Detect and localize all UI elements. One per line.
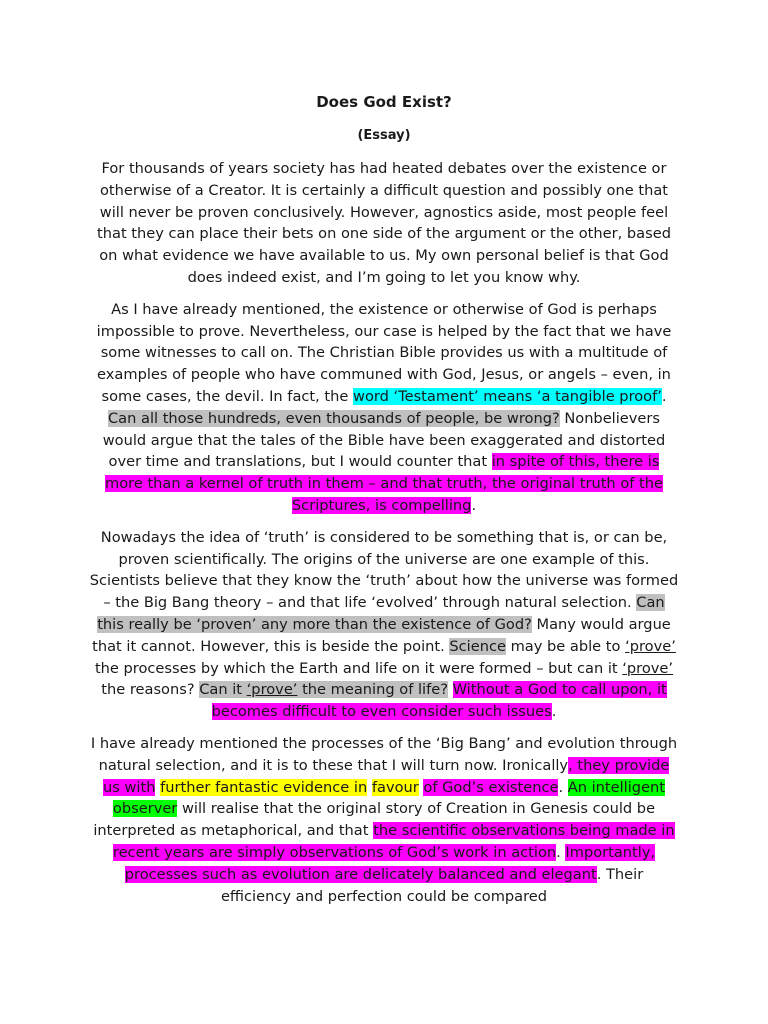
paragraph-2 [88,299,680,517]
paragraph-4-text: will realise that the original story of Creation in Genesis could be interpreted as metaphorical, and that [93,800,656,840]
paragraph-3-text [448,681,453,698]
paragraph-3-text: Many would argue that it cannot. However, this is beside the point. [92,615,671,655]
highlight-magenta: the scientific observations being made in recent years are simply observations of God’s work in action [112,822,675,861]
paragraph-4-text: . Their efficiency and perfection could be compared [220,865,644,905]
highlight-magenta: of God’s existence [423,778,559,796]
paragraph-2-text: Nonbelievers would argue that the tales of the Bible have been exaggerated and distorted over time and translations, but I would counter that [102,409,666,471]
paragraph-3-text: . [551,703,557,721]
paragraph-3-text: the processes by which the Earth and life on it were formed – but can it [94,659,623,677]
highlight-cyan: word ‘Testament’ means ‘a tangible proof’ [353,387,662,405]
highlight-gray: Can this really be ‘proven’ any more than the existence of God? [97,594,665,633]
highlight-gray-text: Can it [199,681,247,699]
highlight-magenta: , they provide us with [102,756,670,796]
underlined-word: ‘prove’ [246,681,298,699]
paragraph-4 [88,733,680,907]
paragraph-1-text: For thousands of years society has had heated debates over the existence or otherwise of a Creator. It is certainly a difficult question and possibly one that will never be proven conclusively. However, agnostics aside, most people feel that they can place their bets on one side of the argument or the other, based on what evidence we have available to us. My own personal belief is that God does indeed exist, and I’m going to let you know why. [97,160,671,286]
highlight-yellow: favour [371,778,419,796]
paragraph-3-text: the reasons? [101,681,200,699]
paragraph-4-text: . [558,778,568,796]
paragraph-3-text: Nowadays the idea of ‘truth’ is considered to be something that is, or can be, proven scientifically. The origins of the universe are one example of this. Scientists believe that they know the ‘truth’ about how the universe was formed – the Big Bang theory – and that life ‘evolved’ through natural selection. [89,528,679,612]
paragraph-1 [88,158,680,289]
highlight-magenta: Importantly, processes such as evolution are delicately balanced and elegant [124,843,656,883]
paragraph-3 [88,527,680,723]
highlight-green: An intelligent observer [112,778,666,818]
highlight-gray: Science [449,637,506,655]
highlight-gray-text: the meaning of life? [297,681,448,699]
underlined-word: ‘prove’ [622,659,674,677]
highlight-magenta: in spite of this, there is more than a kernel of truth in them – and that truth, the original truth of the Scriptures, is compelling [105,453,663,514]
highlight-magenta: Without a God to call upon, it becomes difficult to even consider such issues [211,681,667,721]
highlight-gray: Can all those hundreds, even thousands of people, be wrong? [107,409,560,427]
paragraph-3-text: may be able to [505,637,626,655]
highlight-gray [199,681,448,698]
document-subtitle: (Essay) [357,128,411,143]
document-title: Does God Exist? [316,93,452,111]
highlight-yellow: further fantastic evidence in [160,778,368,796]
paragraph-4-text: . [556,843,566,861]
underlined-word: ‘prove’ [625,637,676,655]
paragraph-4-text: I have already mentioned the processes of the ‘Big Bang’ and evolution through natural selection, and it is to these that I will turn now. Ironically [90,734,678,774]
paragraph-2-text: . [471,496,477,514]
paragraph-2-text: . [661,387,667,405]
essay-body [88,158,680,917]
paragraph-2-text: As I have already mentioned, the existence or otherwise of God is perhaps impossible to prove. Nevertheless, our case is helped by the fact that we have some witnesses to call on. The Christian Bible provides us with a multitude of examples of people who have communed with God, Jesus, or angels – even, in some cases, the devil. In fact, the [96,300,672,405]
